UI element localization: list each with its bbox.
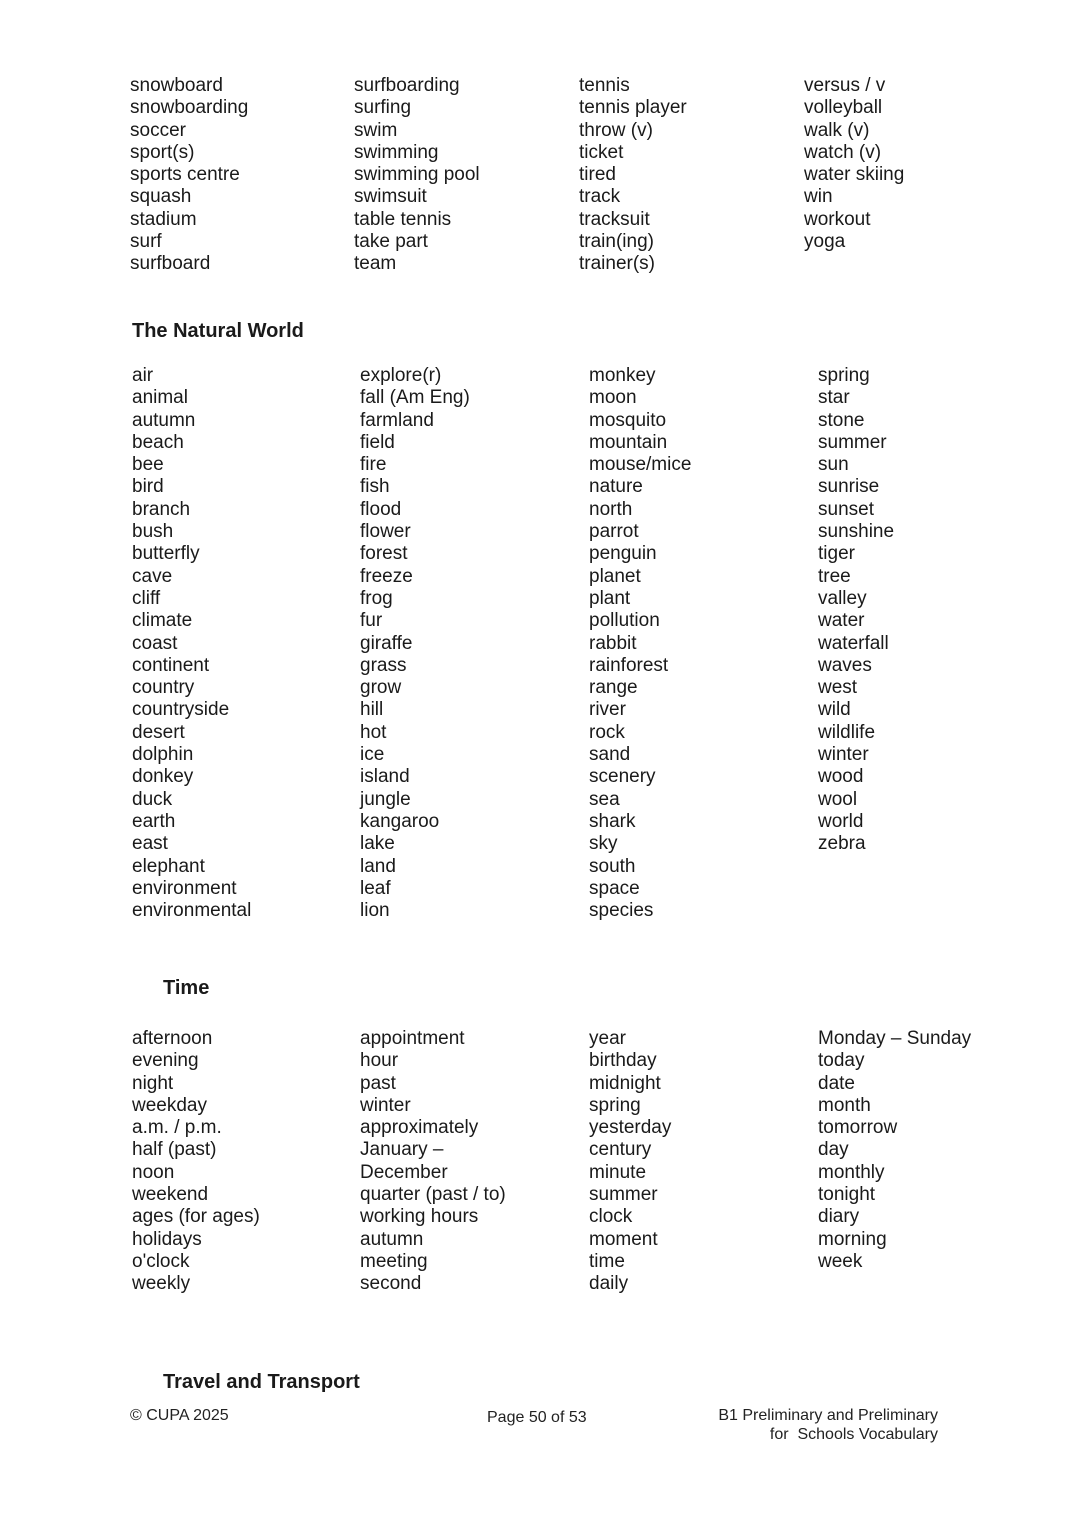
vocabulary-word: minute [589, 1161, 647, 1183]
vocabulary-word: pollution [589, 610, 660, 632]
vocabulary-word: earth [132, 810, 176, 832]
vocabulary-word: autumn [132, 409, 196, 431]
vocabulary-word: north [589, 498, 633, 520]
natural-world-column-1 [132, 365, 251, 922]
vocabulary-word: spring [818, 365, 870, 386]
vocabulary-word: water [818, 610, 865, 632]
vocabulary-word: a.m. / p.m. [132, 1117, 222, 1139]
vocabulary-word: branch [132, 498, 191, 520]
footer-document-title [718, 1406, 938, 1444]
vocabulary-word: sand [589, 744, 631, 766]
vocabulary-word: throw (v) [579, 119, 653, 141]
vocabulary-word: workout [804, 208, 871, 230]
vocabulary-word: parrot [589, 521, 639, 543]
vocabulary-word: fur [360, 610, 383, 632]
natural-world-column-2 [360, 365, 470, 922]
vocabulary-word: coast [132, 632, 178, 654]
vocabulary-word: plant [589, 587, 631, 609]
vocabulary-word: monkey [589, 365, 656, 386]
vocabulary-word: leaf [360, 877, 391, 899]
vocabulary-word: rabbit [589, 632, 637, 654]
vocabulary-word: century [589, 1139, 652, 1161]
vocabulary-word: tracksuit [579, 208, 650, 230]
vocabulary-word: butterfly [132, 543, 200, 565]
vocabulary-word: mouse/mice [589, 454, 692, 476]
vocabulary-word: fall (Am Eng) [360, 387, 470, 409]
vocabulary-word: ice [360, 744, 385, 766]
vocabulary-word: clock [589, 1206, 633, 1228]
vocabulary-word: yoga [804, 231, 846, 253]
vocabulary-word: table tennis [354, 208, 452, 230]
vocabulary-word: air [132, 365, 154, 386]
vocabulary-word: environment [132, 877, 237, 899]
vocabulary-word: appointment [360, 1028, 465, 1049]
footer-title-line-1: B1 Preliminary and Preliminary [718, 1407, 938, 1424]
vocabulary-word: meeting [360, 1250, 428, 1272]
vocabulary-word: star [818, 387, 850, 409]
vocabulary-word: water skiing [804, 164, 905, 186]
vocabulary-word: wool [818, 788, 858, 810]
vocabulary-word: midnight [589, 1072, 661, 1094]
vocabulary-word: birthday [589, 1050, 657, 1072]
vocabulary-word: mountain [589, 431, 668, 453]
vocabulary-word: night [132, 1072, 174, 1094]
vocabulary-word: spring [589, 1094, 641, 1116]
vocabulary-word: take part [354, 231, 428, 253]
vocabulary-word: train(ing) [579, 231, 654, 253]
vocabulary-word: explore(r) [360, 365, 442, 386]
vocabulary-word: yesterday [589, 1117, 672, 1139]
vocabulary-word: waterfall [818, 632, 889, 654]
vocabulary-word: cliff [132, 587, 161, 609]
vocabulary-word: world [818, 810, 864, 832]
section-heading-natural-world: The Natural World [132, 320, 304, 342]
vocabulary-word: tennis [579, 75, 630, 96]
vocabulary-word: beach [132, 431, 184, 453]
vocabulary-word: desert [132, 721, 185, 743]
vocabulary-word: tennis player [579, 97, 687, 119]
vocabulary-word: moment [589, 1228, 658, 1250]
vocabulary-word: sunrise [818, 476, 880, 498]
vocabulary-word: tonight [818, 1184, 876, 1206]
vocabulary-word: scenery [589, 766, 656, 788]
vocabulary-word: stone [818, 409, 865, 431]
natural-world-column-4 [818, 365, 894, 856]
vocabulary-word: range [589, 677, 638, 699]
footer-title-line-2: for Schools Vocabulary [769, 1426, 938, 1443]
vocabulary-word: island [360, 766, 410, 788]
vocabulary-word: east [132, 833, 168, 855]
vocabulary-word: today [818, 1050, 865, 1072]
vocabulary-word: summer [589, 1184, 658, 1206]
sport-column-1 [130, 75, 248, 276]
vocabulary-word: squash [130, 186, 192, 208]
vocabulary-word: surfboarding [354, 75, 460, 96]
vocabulary-word: volleyball [804, 97, 883, 119]
vocabulary-word: zebra [818, 833, 866, 855]
vocabulary-word: surf [130, 231, 162, 253]
time-column-2 [360, 1028, 506, 1296]
vocabulary-word: frog [360, 587, 393, 609]
sport-column-3 [579, 75, 687, 276]
vocabulary-word: lake [360, 833, 395, 855]
vocabulary-word: tomorrow [818, 1117, 898, 1139]
vocabulary-word: flower [360, 521, 411, 543]
vocabulary-word: walk (v) [804, 119, 870, 141]
vocabulary-word: space [589, 877, 640, 899]
vocabulary-word: climate [132, 610, 193, 632]
vocabulary-word: sky [589, 833, 618, 855]
vocabulary-word: autumn [360, 1228, 424, 1250]
vocabulary-word: o'clock [132, 1250, 190, 1272]
vocabulary-word: quarter (past / to) [360, 1184, 506, 1206]
vocabulary-word: continent [132, 654, 210, 676]
vocabulary-word: south [589, 855, 636, 877]
vocabulary-word: December [360, 1161, 448, 1183]
vocabulary-word: waves [818, 654, 872, 676]
vocabulary-word: tree [818, 565, 851, 587]
vocabulary-word: January – [360, 1139, 444, 1161]
vocabulary-word: stadium [130, 208, 197, 230]
vocabulary-word: snowboard [130, 75, 223, 96]
vocabulary-word: trainer(s) [579, 253, 656, 275]
vocabulary-word: team [354, 253, 397, 275]
vocabulary-word: win [804, 186, 833, 208]
vocabulary-word: mosquito [589, 409, 667, 431]
vocabulary-word: bee [132, 454, 164, 476]
vocabulary-word: winter [360, 1094, 411, 1116]
vocabulary-word: field [360, 431, 395, 453]
vocabulary-word: sports centre [130, 164, 240, 186]
vocabulary-word: jungle [360, 788, 411, 810]
vocabulary-word: evening [132, 1050, 199, 1072]
vocabulary-word: sunset [818, 498, 874, 520]
vocabulary-word: shark [589, 810, 636, 832]
vocabulary-word: sport(s) [130, 141, 195, 163]
vocabulary-word: giraffe [360, 632, 413, 654]
vocabulary-word: winter [818, 744, 869, 766]
vocabulary-word: versus / v [804, 75, 886, 96]
vocabulary-word: countryside [132, 699, 230, 721]
vocabulary-word: moon [589, 387, 637, 409]
vocabulary-word: week [818, 1250, 863, 1272]
time-column-3 [589, 1028, 671, 1296]
vocabulary-word: fish [360, 476, 390, 498]
vocabulary-word: weekday [132, 1094, 207, 1116]
vocabulary-word: nature [589, 476, 643, 498]
vocabulary-word: monthly [818, 1161, 885, 1183]
vocabulary-word: weekend [132, 1184, 209, 1206]
vocabulary-word: soccer [130, 119, 186, 141]
vocabulary-word: second [360, 1273, 422, 1295]
vocabulary-word: hill [360, 699, 384, 721]
vocabulary-word: environmental [132, 900, 252, 922]
vocabulary-word: donkey [132, 766, 194, 788]
vocabulary-word: swim [354, 119, 398, 141]
vocabulary-word: Monday – Sunday [818, 1028, 972, 1049]
vocabulary-word: wildlife [818, 721, 876, 743]
vocabulary-word: ages (for ages) [132, 1206, 260, 1228]
vocabulary-word: year [589, 1028, 626, 1049]
vocabulary-word: surfboard [130, 253, 211, 275]
vocabulary-word: animal [132, 387, 188, 409]
vocabulary-word: land [360, 855, 396, 877]
vocabulary-word: country [132, 677, 195, 699]
section-heading-travel-and-transport: Travel and Transport [163, 1371, 360, 1393]
vocabulary-word: tired [579, 164, 616, 186]
vocabulary-word: morning [818, 1228, 887, 1250]
vocabulary-word: working hours [360, 1206, 479, 1228]
vocabulary-word: tiger [818, 543, 855, 565]
vocabulary-word: river [589, 699, 626, 721]
footer-page-number: Page 50 of 53 [487, 1409, 587, 1426]
vocabulary-word: sun [818, 454, 849, 476]
vocabulary-word: summer [818, 431, 887, 453]
footer-copyright: © CUPA 2025 [130, 1407, 229, 1424]
vocabulary-word: day [818, 1139, 849, 1161]
vocabulary-word: fire [360, 454, 387, 476]
vocabulary-word: swimming [354, 141, 439, 163]
vocabulary-word: swimming pool [354, 164, 480, 186]
vocabulary-word: valley [818, 587, 867, 609]
time-column-1 [132, 1028, 260, 1296]
vocabulary-word: forest [360, 543, 408, 565]
vocabulary-word: penguin [589, 543, 657, 565]
vocabulary-word: kangaroo [360, 810, 440, 832]
vocabulary-word: hot [360, 721, 387, 743]
vocabulary-word: month [818, 1094, 871, 1116]
vocabulary-word: freeze [360, 565, 413, 587]
vocabulary-word: grass [360, 654, 407, 676]
vocabulary-word: sea [589, 788, 620, 810]
vocabulary-word: past [360, 1072, 396, 1094]
vocabulary-word: track [579, 186, 621, 208]
vocabulary-word: afternoon [132, 1028, 213, 1049]
vocabulary-word: grow [360, 677, 402, 699]
vocabulary-word: time [589, 1250, 625, 1272]
section-heading-time: Time [163, 977, 210, 999]
vocabulary-word: wild [818, 699, 851, 721]
vocabulary-word: duck [132, 788, 173, 810]
vocabulary-word: watch (v) [804, 141, 882, 163]
vocabulary-word: rainforest [589, 654, 669, 676]
vocabulary-word: dolphin [132, 744, 194, 766]
vocabulary-word: holidays [132, 1228, 202, 1250]
vocabulary-word: noon [132, 1161, 175, 1183]
vocabulary-word: date [818, 1072, 855, 1094]
vocabulary-word: wood [818, 766, 864, 788]
vocabulary-word: elephant [132, 855, 205, 877]
vocabulary-word: west [818, 677, 858, 699]
vocabulary-word: planet [589, 565, 641, 587]
vocabulary-word: bird [132, 476, 164, 498]
vocabulary-word: sunshine [818, 521, 895, 543]
vocabulary-word: hour [360, 1050, 399, 1072]
natural-world-column-3 [589, 365, 691, 922]
vocabulary-word: bush [132, 521, 174, 543]
vocabulary-word: approximately [360, 1117, 479, 1139]
sport-column-2 [354, 75, 480, 276]
vocabulary-word: flood [360, 498, 402, 520]
vocabulary-word: ticket [579, 141, 624, 163]
vocabulary-word: snowboarding [130, 97, 249, 119]
vocabulary-word: surfing [354, 97, 412, 119]
vocabulary-word: cave [132, 565, 173, 587]
vocabulary-word: rock [589, 721, 625, 743]
vocabulary-word: half (past) [132, 1139, 217, 1161]
vocabulary-word: farmland [360, 409, 434, 431]
time-column-4 [818, 1028, 971, 1273]
vocabulary-word: lion [360, 900, 390, 922]
vocabulary-word: daily [589, 1273, 629, 1295]
vocabulary-word: weekly [132, 1273, 191, 1295]
vocabulary-word: swimsuit [354, 186, 427, 208]
vocabulary-word: species [589, 900, 654, 922]
vocabulary-word: diary [818, 1206, 860, 1228]
sport-column-4 [804, 75, 904, 253]
